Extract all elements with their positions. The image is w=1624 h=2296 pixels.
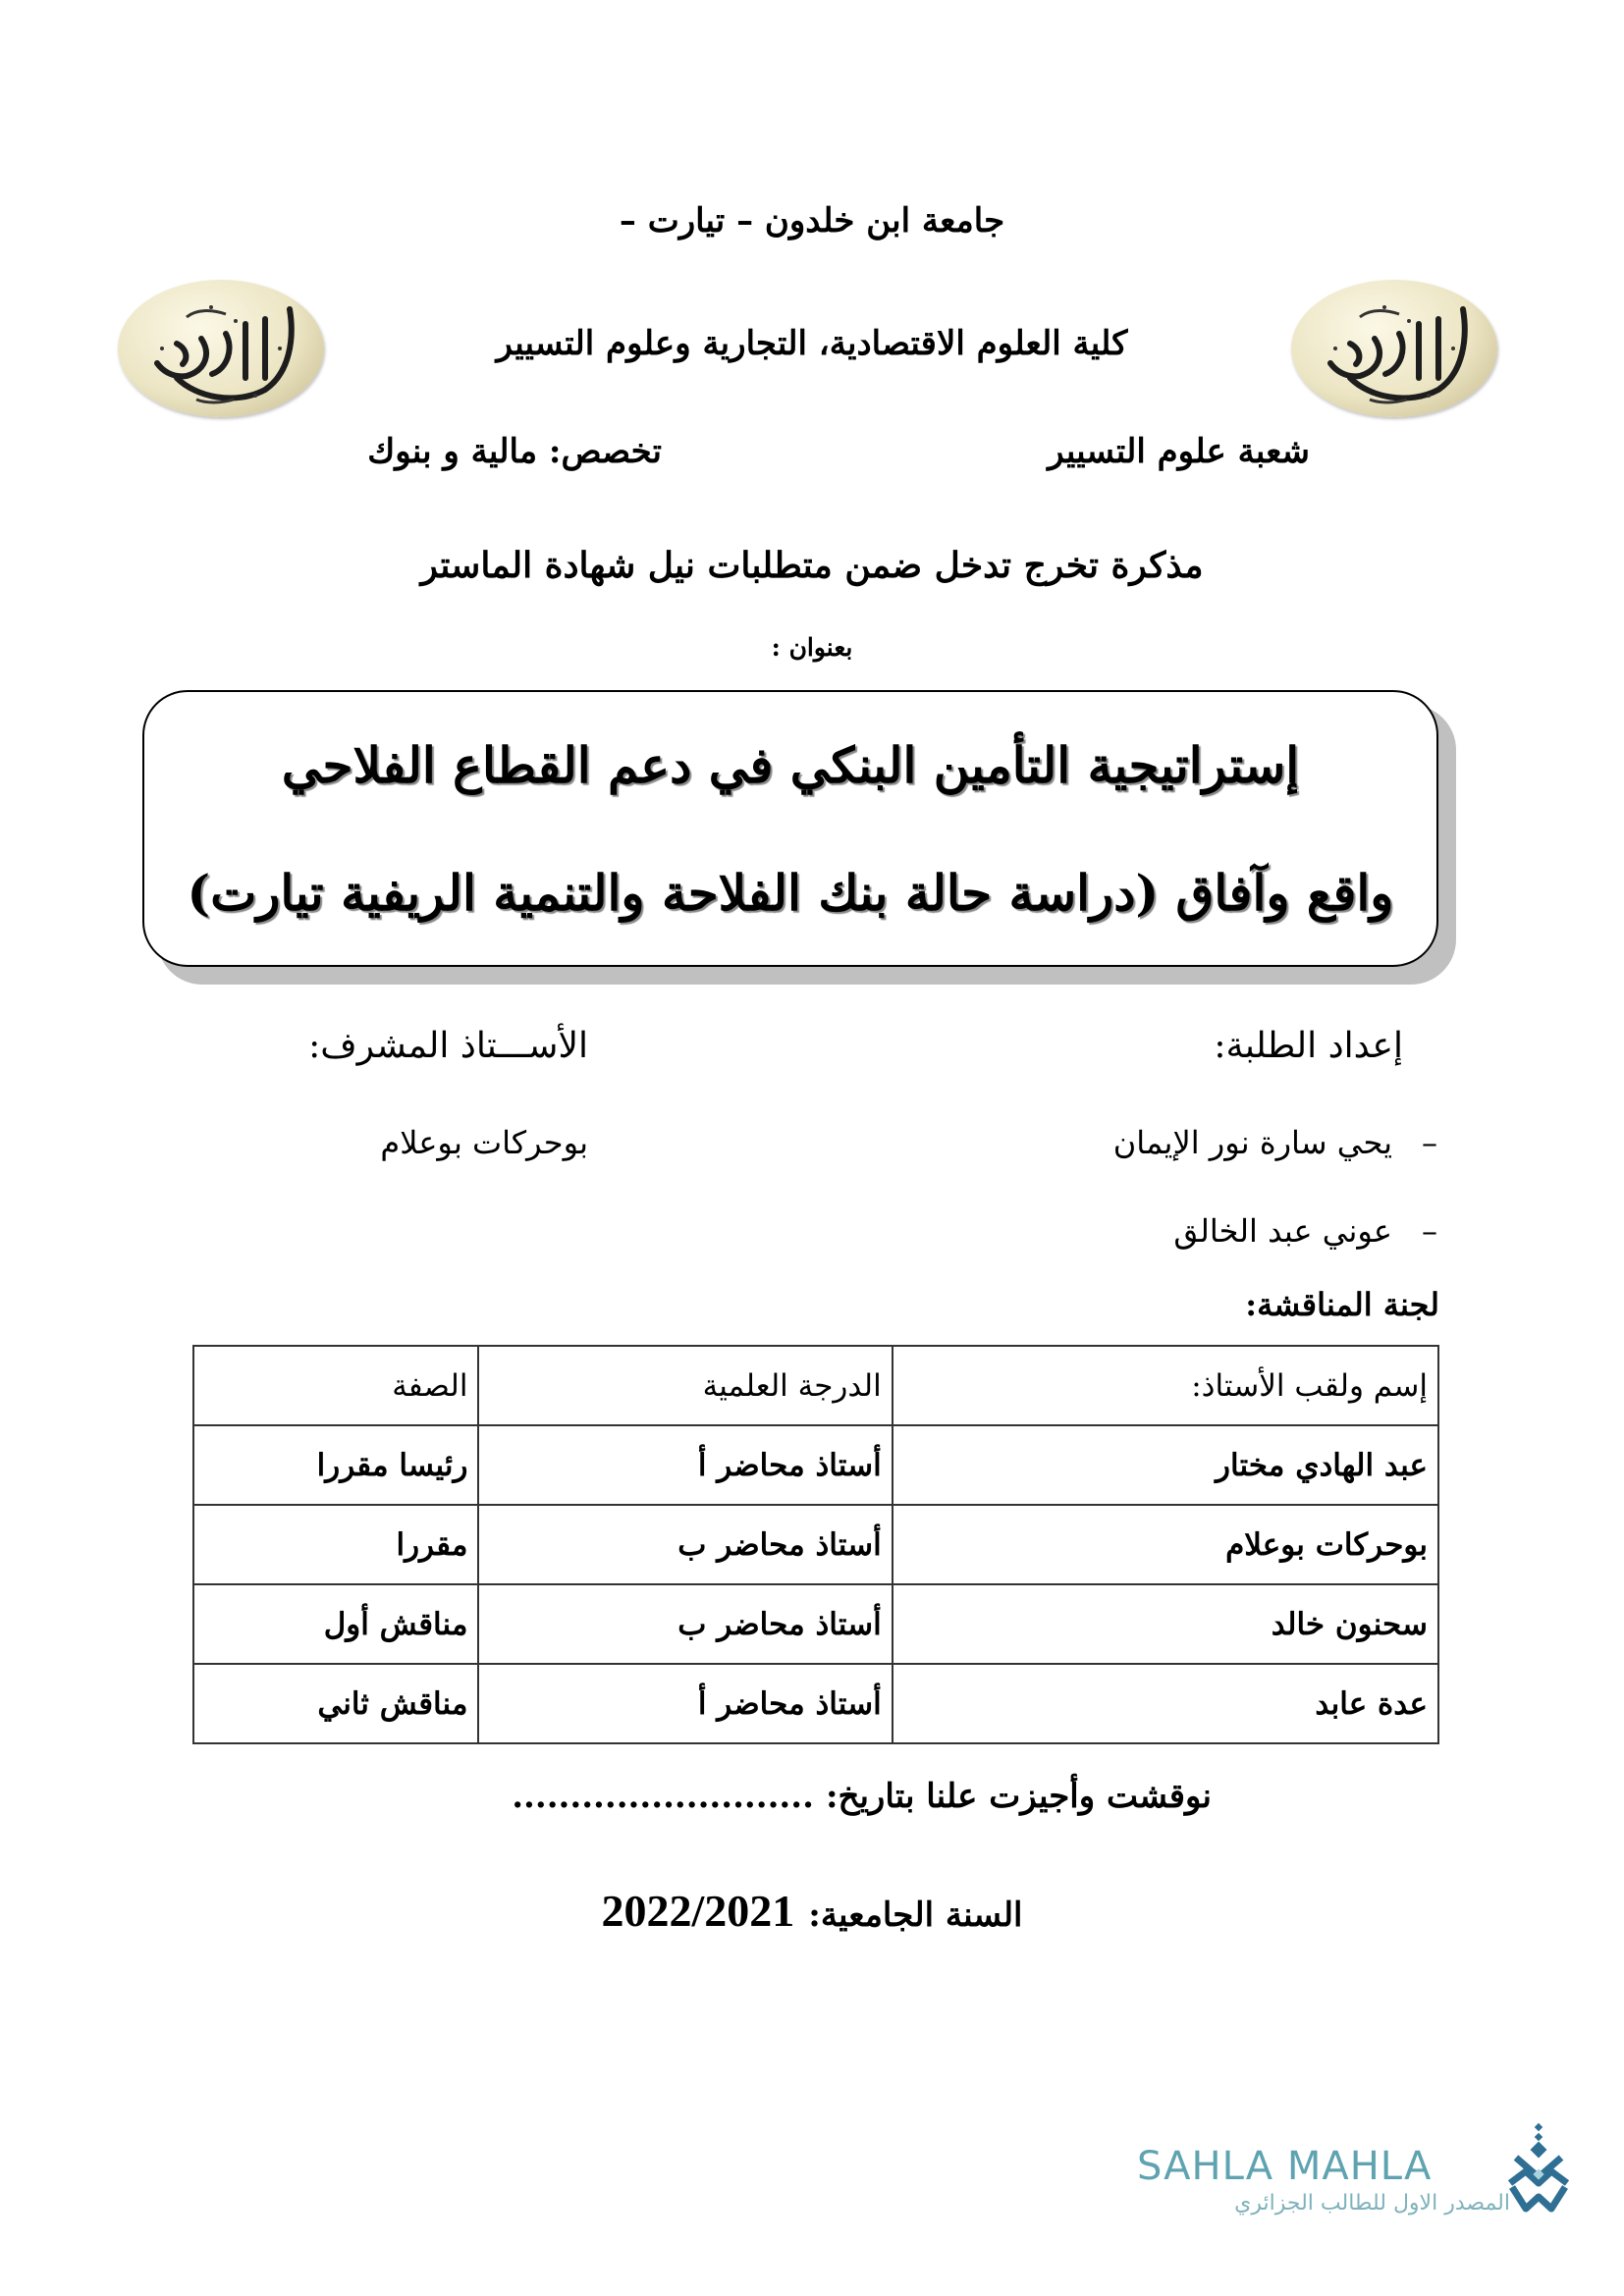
member-name: بوحركات بوعلام — [893, 1505, 1438, 1584]
member-grade: أستاذ محاضر أ — [478, 1664, 892, 1743]
member-grade: أستاذ محاضر أ — [478, 1425, 892, 1505]
committee-table — [192, 1345, 1439, 1744]
member-grade: أستاذ محاضر ب — [478, 1505, 892, 1584]
memo-description: مذكرة تخرج تدخل ضمن متطلبات نيل شهادة الماستر — [420, 545, 1204, 586]
thesis-title-line-1: إستراتيجية التأمين البنكي في دعم القطاع الفلاحي — [281, 736, 1300, 794]
member-grade: أستاذ محاضر ب — [478, 1584, 892, 1664]
table-row — [193, 1425, 1438, 1505]
member-role: مقررا — [193, 1505, 478, 1584]
supervisor-label: الأســـتاذ المشرف: — [308, 1026, 588, 1066]
header-role: الصفة — [193, 1346, 478, 1425]
academic-year-label: السنة الجامعية: — [808, 1896, 1023, 1935]
academic-year-value: 2022/2021 — [601, 1886, 795, 1936]
specialty-name: تخصص: مالية و بنوك — [367, 432, 662, 471]
student-name: عوني عبد الخالق — [1173, 1212, 1392, 1250]
member-role: مناقش ثاني — [193, 1664, 478, 1743]
dash-bullet: – — [1422, 1124, 1437, 1161]
students-label: إعداد الطلبة: — [1214, 1026, 1403, 1066]
committee-label: لجنة المناقشة: — [1245, 1286, 1439, 1323]
department-name: شعبة علوم التسيير — [1048, 432, 1310, 471]
dash-bullet: – — [1422, 1212, 1437, 1250]
faculty-name: كلية العلوم الاقتصادية، التجارية وعلوم التسيير — [496, 324, 1128, 363]
header-name: إسم ولقب الأستاذ: — [893, 1346, 1438, 1425]
university-name: جامعة ابن خلدون – تيارت – — [619, 201, 1005, 240]
student-name: يحي سارة نور الإيمان — [1112, 1124, 1392, 1161]
thesis-title-line-2: واقع وآفاق (دراسة حالة بنك الفلاحة والتنمية الريفية تيارت) — [187, 864, 1394, 922]
discussion-date-placeholder: .......................... — [512, 1777, 814, 1816]
member-name: عدة عابد — [893, 1664, 1438, 1743]
discussion-date-line — [512, 1777, 1212, 1816]
academic-year-line — [0, 1885, 1624, 1937]
discussion-label: نوقشت وأجيزت علنا بتاريخ: — [825, 1777, 1212, 1816]
student-item — [1113, 1124, 1437, 1161]
table-row — [193, 1664, 1438, 1743]
member-role: رئيسا مقررا — [193, 1425, 478, 1505]
supervisor-name: بوحركات بوعلام — [380, 1124, 588, 1161]
title-box — [142, 690, 1438, 967]
watermark-emblem-icon — [1504, 2122, 1573, 2220]
table-row — [193, 1505, 1438, 1584]
watermark-brand-text: SAHLA MAHLA — [1137, 2144, 1433, 2189]
member-role: مناقش أول — [193, 1584, 478, 1664]
table-header-row — [193, 1346, 1438, 1425]
member-name: سحنون خالد — [893, 1584, 1438, 1664]
student-item — [1173, 1212, 1437, 1250]
header-grade: الدرجة العلمية — [478, 1346, 892, 1425]
watermark-tagline: المصدر الاول للطالب الجزائري — [1234, 2191, 1510, 2216]
table-row — [193, 1584, 1438, 1664]
titled-label: بعنوان : — [771, 633, 853, 662]
member-name: عبد الهادي مختار — [893, 1425, 1438, 1505]
